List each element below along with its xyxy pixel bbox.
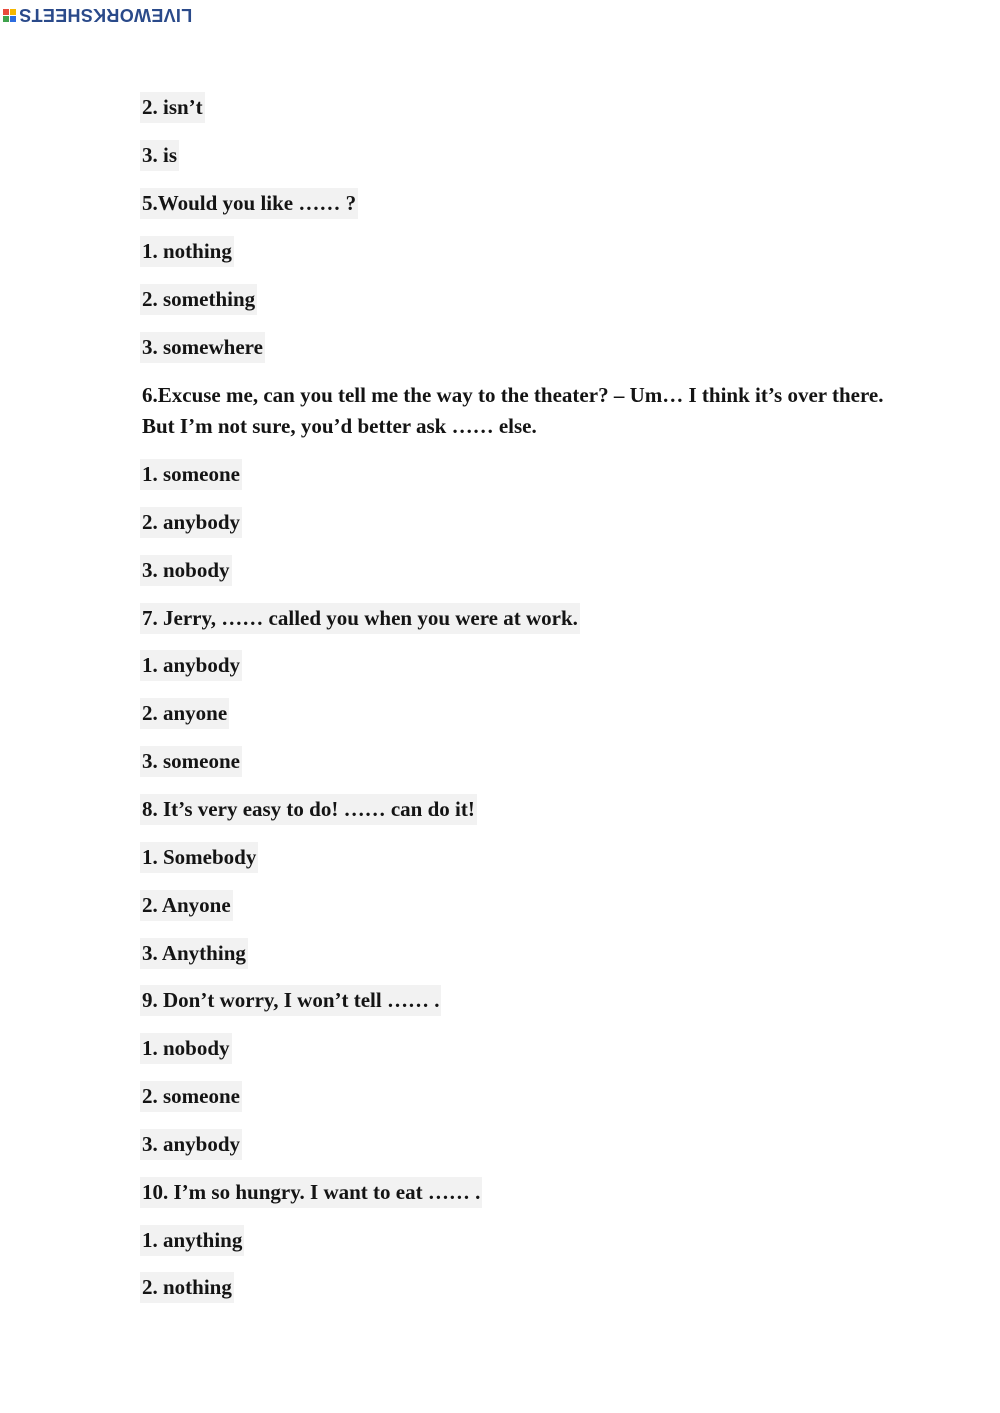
logo-text: LIVEWORKSHEETS (19, 5, 193, 25)
option-line: 3. Anything (140, 938, 248, 969)
option-line: 3. anybody (140, 1129, 242, 1160)
option-line: 3. nobody (140, 555, 232, 586)
option-line: 1. nothing (140, 236, 234, 267)
option-line: 1. nobody (140, 1033, 232, 1064)
liveworksheets-logo (3, 5, 192, 25)
question-line: 6.Excuse me, can you tell me the way to the theater? – Um… I think it’s over there. But I’m not sure, you’d better ask …… else. (142, 383, 884, 438)
option-line: 1. anybody (140, 650, 242, 681)
question-line: 9. Don’t worry, I won’t tell …… . (140, 985, 441, 1016)
option-line: 3. is (140, 140, 179, 171)
option-line: 2. isn’t (140, 92, 205, 123)
logo-square-red (3, 9, 9, 15)
option-line: 1. someone (140, 459, 242, 490)
logo-square-blue (10, 16, 16, 22)
option-line: 2. something (140, 284, 257, 315)
logo-square-green (3, 16, 9, 22)
question-line: 5.Would you like …… ? (140, 188, 358, 219)
question-line: 7. Jerry, …… called you when you were at work. (140, 603, 580, 634)
logo-squares-icon (3, 9, 16, 22)
option-line: 2. someone (140, 1081, 242, 1112)
option-line: 3. someone (140, 746, 242, 777)
option-line: 2. anyone (140, 698, 229, 729)
option-line: 2. anybody (140, 507, 242, 538)
option-line: 2. nothing (140, 1272, 234, 1303)
question-line: 8. It’s very easy to do! …… can do it! (140, 794, 477, 825)
logo-square-yellow (10, 9, 16, 15)
option-line: 2. Anyone (140, 890, 233, 921)
option-line: 1. Somebody (140, 842, 258, 873)
question-line: 10. I’m so hungry. I want to eat …… . (140, 1177, 482, 1208)
option-line: 1. anything (140, 1225, 244, 1256)
option-line: 3. somewhere (140, 332, 265, 363)
